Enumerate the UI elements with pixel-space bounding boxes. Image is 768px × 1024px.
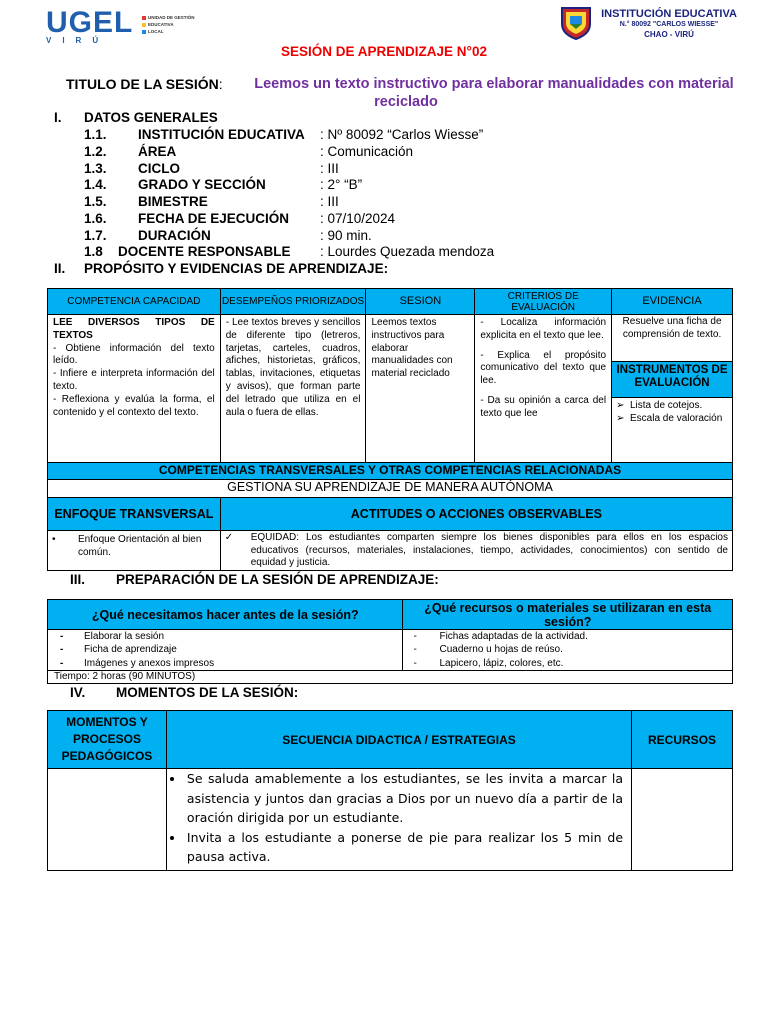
- section-4-number: IV.: [70, 685, 86, 700]
- enfoque-body-row: [48, 531, 733, 571]
- section-3-title: PREPARACIÓN DE LA SESIÓN DE APRENDIZAJE:: [116, 572, 439, 587]
- ugel-logo: [46, 6, 216, 45]
- actitudes-header: ACTITUDES O ACCIONES OBSERVABLES: [220, 498, 732, 531]
- transversales-header: COMPETENCIAS TRANSVERSALES Y OTRAS COMPETENCIAS RELACIONADAS: [48, 463, 733, 480]
- estrategias-list: [167, 769, 631, 867]
- datos-value: : III: [320, 161, 339, 176]
- ugel-sub-line: UNIDAD DE GESTIÓN: [142, 14, 195, 21]
- datos-value: : III: [320, 194, 339, 209]
- datos-label: FECHA DE EJECUCIÓN: [138, 211, 290, 226]
- instrumento-item: [616, 412, 728, 425]
- enfoque-item: [48, 531, 220, 559]
- datos-num: 1.5.: [84, 194, 107, 209]
- datos-label: INSTITUCIÓN EDUCATIVA: [138, 127, 305, 142]
- momentos-table: [47, 710, 733, 871]
- datos-value: : 90 min.: [320, 228, 372, 243]
- momentos-body-row: [48, 769, 733, 871]
- datos-label: DURACIÓN: [138, 228, 211, 243]
- transversales-header-row: [48, 463, 733, 480]
- criterio-item: - Localiza información explicita en el texto que lee.: [480, 317, 607, 341]
- momento-cell: [48, 769, 167, 871]
- enfoque-cell: [48, 531, 221, 571]
- actitud-cell: [220, 531, 732, 571]
- session-title-text: Leemos un texto instructivo para elaborar manualidades con material reciclado: [254, 76, 734, 110]
- school-shield-icon: [558, 6, 594, 40]
- antes-list: [48, 630, 402, 670]
- preparacion-table: [47, 599, 733, 684]
- datos-label: DOCENTE RESPONSABLE: [118, 244, 291, 259]
- sesion-text: Leemos textos instructivos para elaborar manualidades con material reciclado: [371, 317, 453, 380]
- checkmark-icon: ✓: [224, 532, 234, 543]
- datos-num: 1.7.: [84, 228, 107, 243]
- momentos-header-row: [48, 711, 733, 769]
- preparacion-body-row: [48, 630, 733, 671]
- school-name: [598, 8, 740, 40]
- capacidad-item: - Obtiene información del texto leído.: [53, 342, 215, 367]
- competencia-cell: [48, 315, 221, 463]
- session-label-colon: :: [218, 76, 223, 92]
- desempeno-cell: [220, 315, 366, 463]
- recursos-column-cell: [632, 769, 733, 871]
- capacidad-item: - Infiere e interpreta información del texto.: [53, 368, 215, 392]
- q-antes: ¿Qué necesitamos hacer antes de la sesión?: [48, 600, 403, 630]
- section-3-number: III.: [70, 572, 86, 587]
- ugel-logo-word: UGEL: [46, 6, 134, 39]
- arrow-bullet-icon: ➢: [616, 400, 630, 411]
- instrumento-label: Lista de cotejos.: [630, 400, 703, 411]
- enfoque-text: Enfoque Orientación al bien común.: [78, 534, 202, 558]
- criterio-item: - Da su opinión a carca del texto que lee: [480, 394, 607, 419]
- competencia-title: [53, 317, 215, 343]
- datos-label: BIMESTRE: [138, 194, 208, 209]
- competencia-content: [48, 315, 220, 421]
- school-name-line2: N.° 80092 "CARLOS WIESSE": [619, 21, 719, 28]
- desempeno-text: - Lee textos breves y sencillos de diferente tipo (letreros, tarjetas, carteles, cuadros, afiches, historietas, gráficos, tablas, invitaciones, etiquetas y avisos), que forman parte del letrado que utiliza en el aula o fuera de ellas.: [225, 317, 361, 418]
- datos-value: : Comunicación: [320, 144, 414, 159]
- header-competencia: COMPETENCIA CAPACIDAD: [48, 289, 221, 315]
- datos-value: : Nº 80092 “Carlos Wiesse”: [320, 127, 484, 142]
- header-recursos: RECURSOS: [632, 711, 733, 769]
- ugel-logo-place: VIRÚ: [46, 36, 110, 45]
- session-label-text: TITULO DE LA SESIÓN: [66, 76, 219, 92]
- section-1-number: I.: [54, 110, 62, 125]
- datos-value: : 07/10/2024: [320, 211, 396, 226]
- datos-num: 1.2.: [84, 144, 107, 159]
- recursos-cell: [403, 630, 733, 671]
- header-secuencia: SECUENCIA DIDACTICA / ESTRATEGIAS: [166, 711, 631, 769]
- datos-num: 1.6.: [84, 211, 107, 226]
- estrategia-item: • Invita a los estudiante a ponerse de pie para realizar los 5 min de pausa activa.: [185, 828, 623, 867]
- antes-item: - Elaborar la sesión: [48, 630, 402, 643]
- instrumento-item: [616, 399, 728, 412]
- evidencia-text: Resuelve una ficha de comprensión de texto.: [622, 316, 722, 340]
- section-2-title: PROPÓSITO Y EVIDENCIAS DE APRENDIZAJE:: [84, 261, 389, 276]
- recursos-item: - Lapicero, lápiz, colores, etc.: [403, 657, 732, 670]
- enfoque-header: ENFOQUE TRANSVERSAL: [48, 498, 221, 531]
- antes-cell: [48, 630, 403, 671]
- header-evidencia: EVIDENCIA: [612, 289, 733, 315]
- proposito-header-row: [48, 289, 733, 315]
- enfoque-header-row: [48, 498, 733, 531]
- section-2-number: II.: [54, 261, 66, 276]
- actitud-item: [221, 531, 732, 570]
- estrategia-item: • Se saluda amablemente a los estudiantes, se les invita a marcar la asistencia y juntos dan gracias a Dios por un nuevo día a partir de la oración dirigida por un estudiante.: [185, 769, 623, 828]
- antes-item: - Ficha de aprendizaje: [48, 643, 402, 656]
- sesion-cell: [366, 315, 475, 463]
- evidencia-cell: [612, 315, 733, 463]
- datos-num: 1.1.: [84, 127, 107, 142]
- instrumento-label: Escala de valoración: [630, 413, 723, 424]
- datos-num: 1.4.: [84, 177, 107, 192]
- section-4-title: MOMENTOS DE LA SESIÓN:: [116, 685, 299, 700]
- transversal-competencia-row: [48, 480, 733, 498]
- section-1-title: DATOS GENERALES: [84, 110, 218, 125]
- recursos-list: [403, 630, 732, 670]
- tiempo-text: Tiempo: 2 horas (90 MINUTOS): [48, 671, 733, 684]
- instrumentos-list: [612, 398, 732, 426]
- bullet-icon: •: [52, 534, 56, 545]
- datos-value: : 2° “B”: [320, 177, 363, 192]
- criterio-item: - Explica el propósito comunicativo del texto que lee.: [480, 349, 607, 387]
- transversal-competencia: GESTIONA SU APRENDIZAJE DE MANERA AUTÓNOMA: [48, 480, 733, 498]
- school-name-line1: INSTITUCIÓN EDUCATIVA: [601, 8, 737, 20]
- estrategias-cell: [166, 769, 631, 871]
- datos-label: ÁREA: [138, 144, 177, 159]
- header-criterios: CRITERIOS DE EVALUACIÓN: [475, 289, 612, 315]
- competencia-title-text: LEE DIVERSOS TIPOS DE TEXTOS: [53, 317, 215, 341]
- school-logo: [558, 6, 738, 42]
- q-recursos: ¿Qué recursos o materiales se utilizaran en esta sesión?: [403, 600, 733, 630]
- school-name-line3: CHAO - VIRÚ: [644, 30, 694, 39]
- tiempo-row: [48, 671, 733, 684]
- criterios-cell: [475, 315, 612, 463]
- proposito-body-row: [48, 315, 733, 463]
- recursos-item: - Fichas adaptadas de la actividad.: [403, 630, 732, 643]
- header-momentos: MOMENTOS Y PROCESOS PEDAGÓGICOS: [48, 711, 167, 769]
- proposito-table: [47, 288, 733, 571]
- criterios-content: [475, 315, 611, 423]
- header-desempenos: DESEMPEÑOS PRIORIZADOS: [220, 289, 366, 315]
- ugel-sub-line: EDUCATIVA: [142, 21, 195, 28]
- ugel-sub-line: LOCAL: [142, 28, 195, 35]
- datos-value: : Lourdes Quezada mendoza: [320, 244, 495, 259]
- antes-item: - Imágenes y anexos impresos: [48, 657, 402, 670]
- instrumentos-header: INSTRUMENTOS DE EVALUACIÓN: [612, 361, 732, 398]
- session-title: [50, 75, 762, 111]
- header-sesion: SESION: [366, 289, 475, 315]
- capacidad-item: - Reflexiona y evalúa la forma, el contenido y el contexto del texto.: [53, 393, 215, 418]
- arrow-bullet-icon: ➢: [616, 413, 630, 424]
- ugel-logo-subtitle: [142, 14, 195, 35]
- preparacion-header-row: [48, 600, 733, 630]
- recursos-item: - Cuaderno u hojas de reúso.: [403, 643, 732, 656]
- datos-label: GRADO Y SECCIÓN: [138, 177, 266, 192]
- datos-num: 1.8: [84, 244, 103, 259]
- actitud-text: EQUIDAD: Los estudiantes comparten siempre los bienes disponibles para ellos en los espacios educativos (recursos, materiales, instalaciones, tiempo, actividades, conocimientos) con sentido de equidad y justicia.: [250, 532, 728, 568]
- document-title: SESIÓN DE APRENDIZAJE N°02: [281, 44, 487, 59]
- datos-label: CICLO: [138, 161, 180, 176]
- datos-num: 1.3.: [84, 161, 107, 176]
